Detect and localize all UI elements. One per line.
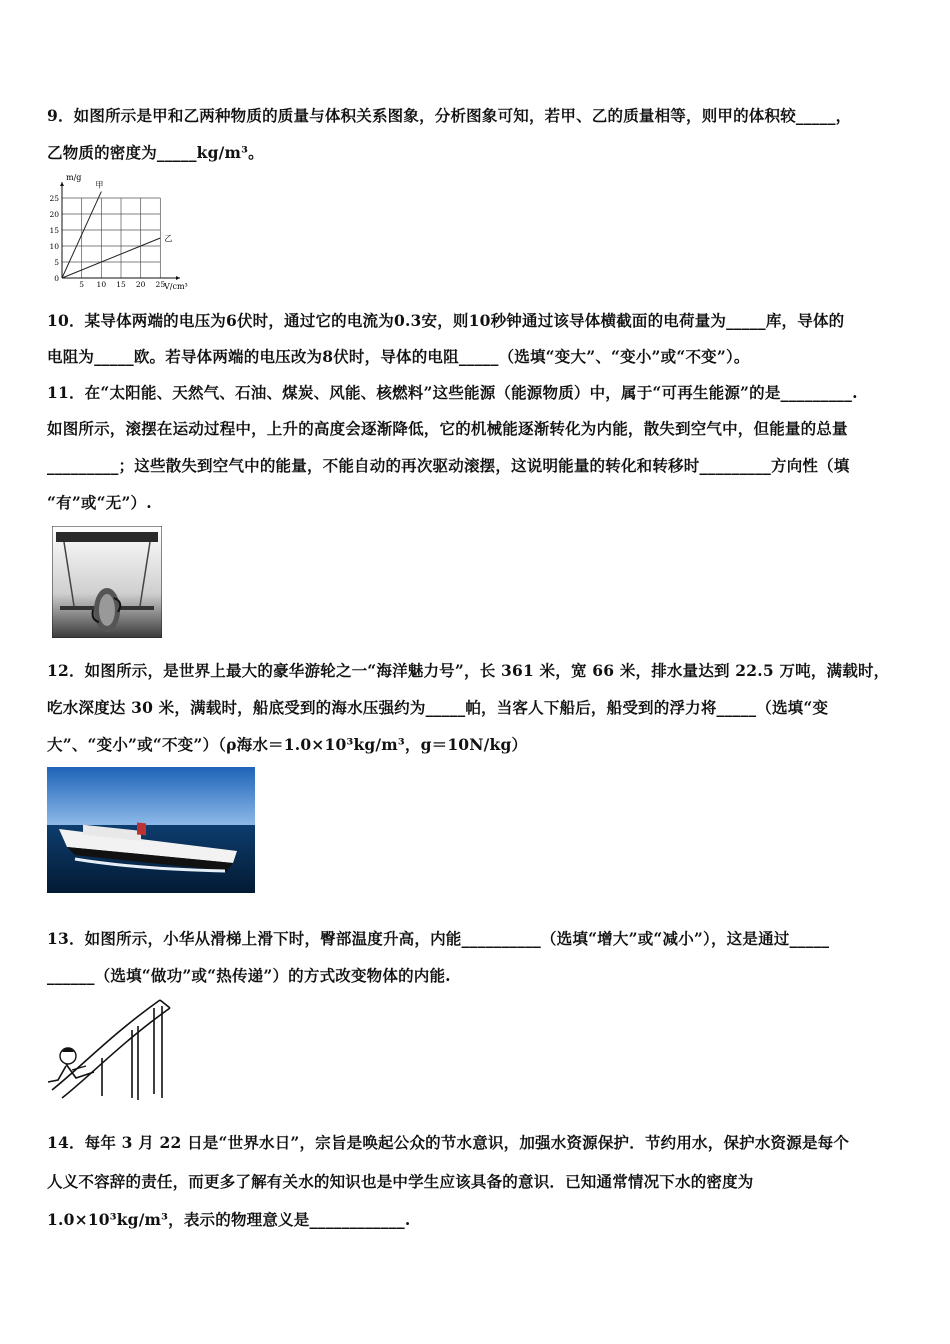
q10-line-2: 电阻为_____欧。若导体两端的电压改为8伏时，导体的电阻_____（选填“变大”、“变小”或“不变”）。 bbox=[47, 347, 750, 366]
x-tick-label: 20 bbox=[135, 280, 146, 289]
rolling-pendulum-image bbox=[52, 526, 162, 638]
chart-ticks bbox=[49, 194, 165, 289]
x-tick-label: 5 bbox=[79, 280, 85, 289]
q13-line-2: ______（选填“做功”或“热传递”）的方式改变物体的内能. bbox=[47, 966, 451, 985]
x-tick-label: 25 bbox=[155, 280, 166, 289]
y-tick-label: 10 bbox=[49, 242, 59, 251]
chart-series bbox=[62, 181, 172, 278]
q14-line-1: 14．每年 3 月 22 日是“世界水日”，宗旨是唤起公众的节水意识，加强水资源保护．节约用水，保护水资源是每个 bbox=[47, 1133, 850, 1152]
q12-line-2: 吃水深度达 30 米，满载时，船底受到的海水压强约为_____帕，当客人下船后，船受到的浮力将_____（选填“变 bbox=[47, 698, 829, 717]
x-tick-label: 15 bbox=[116, 280, 126, 289]
q12-line-3: 大”、“变小”或“不变”）（ρ海水＝1.0×10³kg/m³，g＝10N/kg） bbox=[47, 735, 528, 754]
q10-line-1: 10．某导体两端的电压为6伏时，通过它的电流为0.3安，则10秒钟通过该导体横截面的电荷量为_____库，导体的 bbox=[47, 311, 845, 330]
mass-volume-chart bbox=[40, 172, 200, 294]
q11-line-1: 11．在“太阳能、天然气、石油、煤炭、风能、核燃料”这些能源（能源物质）中，属于“可再生能源”的是_________. bbox=[47, 383, 858, 402]
q11-line-3: _________；这些散失到空气中的能量，不能自动的再次驱动滚摆，这说明能量的转化和转移时_________方向性（填 bbox=[47, 456, 850, 475]
q9-line-2: 乙物质的密度为_____kg/m³。 bbox=[47, 143, 264, 162]
x-axis-arrow bbox=[176, 276, 180, 280]
series-label-1: 甲 bbox=[95, 180, 104, 190]
slide-illustration bbox=[42, 994, 174, 1104]
q13-line-1: 13．如图所示，小华从滑梯上滑下时，臀部温度升高，内能__________（选填“增大”或“减小”），这是通过_____ bbox=[47, 929, 830, 948]
q12-line-1: 12．如图所示，是世界上最大的豪华游轮之一“海洋魅力号”，长 361 米，宽 66 米，排水量达到 22.5 万吨，满载时， bbox=[47, 661, 890, 680]
series-line-2 bbox=[62, 238, 160, 278]
cruise-ship-photo bbox=[47, 767, 255, 893]
y-tick-label: 15 bbox=[49, 226, 59, 235]
y-tick-label: 20 bbox=[49, 210, 59, 219]
q11-line-2: 如图所示，滚摆在运动过程中，上升的高度会逐渐降低，它的机械能逐渐转化为内能，散失到空气中，但能量的总量 bbox=[47, 419, 848, 438]
y-tick-label: 25 bbox=[49, 194, 59, 203]
q14-line-2: 人义不容辞的责任，而更多了解有关水的知识也是中学生应该具备的意识．已知通常情况下水的密度为 bbox=[47, 1172, 754, 1191]
q9-line-1: 9．如图所示是甲和乙两种物质的质量与体积关系图象，分析图象可知，若甲、乙的质量相等，则甲的体积较_____， bbox=[47, 106, 852, 125]
x-axis-label: V/cm³ bbox=[164, 282, 188, 291]
y-axis-arrow bbox=[60, 182, 64, 186]
chart-axes bbox=[60, 182, 180, 280]
x-tick-label: 10 bbox=[96, 280, 107, 289]
q11-line-4: “有”或“无”）. bbox=[47, 493, 152, 512]
series-label-2: 乙 bbox=[164, 234, 173, 243]
y-tick-label: 0 bbox=[54, 274, 59, 283]
y-axis-label: m/g bbox=[66, 173, 82, 182]
q14-line-3: 1.0×10³kg/m³，表示的物理意义是____________. bbox=[47, 1210, 411, 1229]
y-tick-label: 5 bbox=[54, 258, 59, 267]
chart-grid bbox=[62, 198, 160, 278]
